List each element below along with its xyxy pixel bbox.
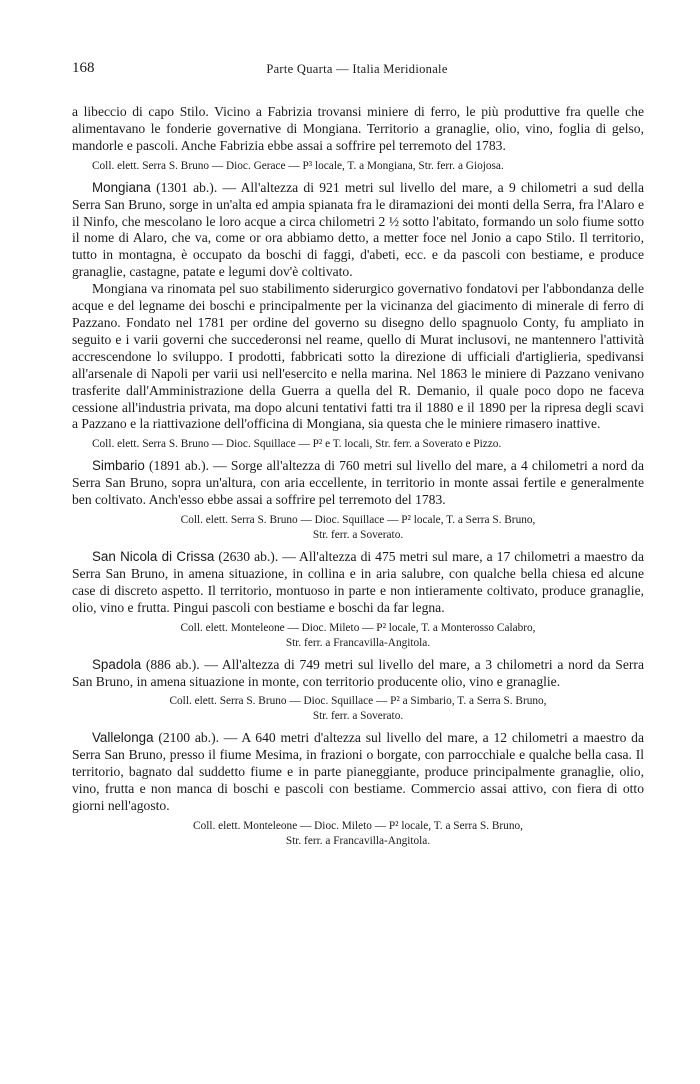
paragraph-fabrizia-continued: a libeccio di capo Stilo. Vicino a Fabrizia trovansi miniere di ferro, le più produttive fra quelle che alimentavano le fonderie governative di Mongiana. Territorio a granaglie, olio, vino, foglia di gelso, mandorle e pascoli. Anche Fabrizia ebbe assai a soffrire pel terremoto del 1783. — [72, 104, 644, 153]
entry-simbario — [72, 458, 644, 509]
entry-text: (886 ab.). — All'altezza di 749 metri sul livello del mare, a 3 chilometri a nord da Serra San Bruno, in amena situazione in monte, con territorio producente olio, vino e granaglie. — [72, 656, 644, 689]
admin-note-line: Coll. elett. Serra S. Bruno — Dioc. Gerace — P³ locale, T. a Mongiana, Str. ferr. a Giojosa. — [92, 159, 504, 172]
admin-note-line: Coll. elett. Serra S. Bruno — Dioc. Squillace — P² locale, T. a Serra S. Bruno, — [180, 514, 536, 527]
admin-note-line: Str. ferr. a Soverato. — [312, 710, 404, 723]
admin-note-spadola — [72, 694, 644, 724]
admin-note-san-nicola — [72, 621, 644, 651]
admin-note-line: Coll. elett. Monteleone — Dioc. Mileto — P² locale, T. a Serra S. Bruno, — [193, 820, 523, 832]
page-header — [72, 60, 642, 80]
entry-name: Vallelonga — [92, 730, 154, 746]
entry-text: (1301 ab.). — All'altezza di 921 metri sul livello del mare, a 9 chilometri a sud della Serra San Bruno, sorge in un'alta ed ampia spianata fra le diramazioni dei monti della Serra, fra l'Alaro e il Ninfo, che mescolano le loro acque a circa chilometri 2 ½ sotto l'abitato, formando un solo fiume sotto il nome di Alaro, che va, come or ora abbiamo detto, a metter foce nel Jonio a capo Stilo. Il territorio, tutto in montagna, è occupato da boschi di faggi, d'abeti, ecc. e da pascoli con bestiame, e produce granaglie, castagne, patate e legumi dov'è coltivato. — [72, 179, 644, 280]
admin-note-vallelonga — [72, 819, 644, 849]
admin-note-fabrizia — [72, 159, 644, 174]
page-number: 168 — [72, 60, 95, 76]
admin-note-line: Str. ferr. a Francavilla-Angitola. — [285, 636, 431, 649]
entry-mongiana — [72, 180, 644, 281]
admin-note-line: Coll. elett. Serra S. Bruno — Dioc. Squillace — P² e T. locali, Str. ferr. a Soverato e Pizzo. — [92, 438, 502, 451]
running-title: Parte Quarta — Italia Meridionale — [266, 62, 448, 76]
entry-san-nicola-di-crissa — [72, 549, 644, 617]
admin-note-mongiana — [72, 437, 644, 452]
admin-note-line: Str. ferr. a Soverato. — [312, 529, 404, 542]
entry-name: Mongiana — [92, 179, 151, 195]
entry-text: (1891 ab.). — Sorge all'altezza di 760 metri sul livello del mare, a 4 chilometri a nord da Serra San Bruno, sopra un'altura, con aria eccellente, in territorio in monte assai fertile e generalmente ben coltivato. Anch'esso ebbe assai a soffrire pel terremoto del 1783. — [72, 458, 644, 508]
admin-note-line: Coll. elett. Monteleone — Dioc. Mileto — P² locale, T. a Monterosso Calabro, — [180, 621, 536, 634]
entry-text: (2630 ab.). — All'altezza di 475 metri sul mare, a 17 chilometri a maestro da Serra San Bruno, in amena situazione, in collina e in aria salubre, con qualche bella chiesa ed alcune case di discreto aspetto. Il territorio, montuoso in parte e non intieramente coltivato, produce granaglie, olio, vino e frutta. Pingui pascoli con bestiame e boschi da far legna. — [72, 549, 645, 615]
page-body — [72, 104, 644, 855]
admin-note-line: Coll. elett. Serra S. Bruno — Dioc. Squillace — P² a Simbario, T. a Serra S. Bruno, — [169, 695, 547, 708]
entry-vallelonga — [72, 730, 644, 815]
admin-note-simbario — [72, 513, 644, 543]
entry-name: San Nicola di Crissa — [92, 549, 215, 565]
entry-spadola — [72, 657, 644, 691]
entry-name: Spadola — [92, 656, 142, 672]
entry-text: (2100 ab.). — A 640 metri d'altezza sul livello del mare, a 12 chilometri a maestro da Serra San Bruno, presso il fiume Mesima, in frazioni o borgate, con parrocchiale e qualche bella casa. Il territorio, bagnato dal suddetto fiume e in parte pianeggiante, produce principalmente granaglie, olio, vino, frutta e non manca di boschi e pascoli con bestiame. Commercio assai attivo, con fiera di otto giorni nell'agosto. — [72, 730, 644, 814]
paragraph-mongiana-history: Mongiana va rinomata pel suo stabilimento siderurgico governativo fondatovi per l'abbondanza delle acque e del legname dei boschi e principalmente per la vicinanza del giacimento di minerale di ferro di Pazzano. Fondato nel 1781 per ordine del governo su disegno dello spagnuolo Conty, fu ampliato in seguito e i varii governi che succederonsi nel reame, quello di Murat inclusovi, ne mantennero l'attività accrescendone lo sviluppo. I prodotti, fabbricati sotto la direzione di ufficiali d'artiglieria, spedivansi all'arsenale di Napoli per varii usi nell'esercito e nella marina. Nel 1863 le miniere di Pazzano venivano trasferite dall'Amministrazione della Guerra a quella del R. Demanio, il quale poco dopo ne faceva cessione all'industria privata, ma dopo alcuni tentativi fatti tra il 1880 e il 1890 per la ripresa degli scavi a Pazzano e la riattivazione dell'officina di Mongiana, sia questa che le miniere rimasero inattive. — [72, 281, 644, 432]
entry-name: Simbario — [92, 458, 145, 474]
admin-note-line: Str. ferr. a Francavilla-Angitola. — [285, 835, 431, 847]
